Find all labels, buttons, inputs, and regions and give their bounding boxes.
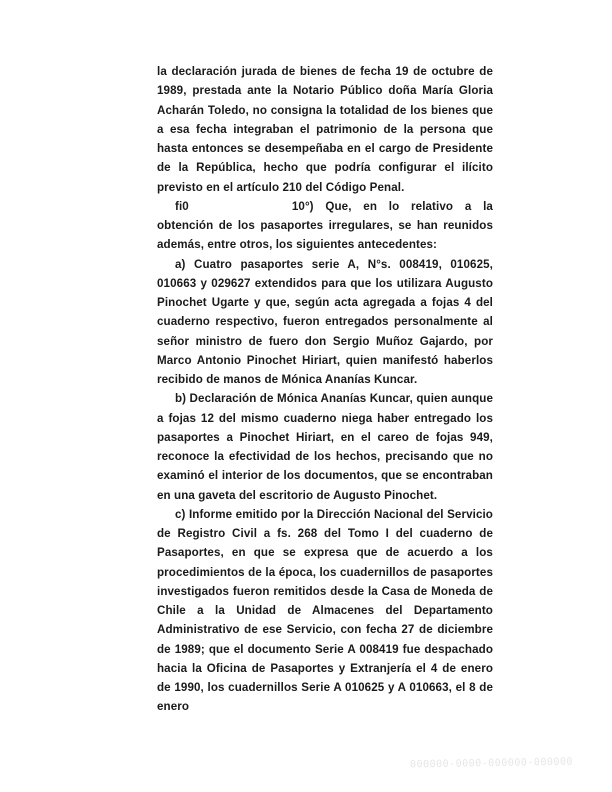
page-marker: fi0 [175,199,189,213]
paragraph-pasaportes-intro [157,197,493,255]
paragraph-item-c: c) Informe emitido por la Dirección Nacional del Servicio de Registro Civil a fs. 268 del Tomo I del cuaderno de Pasaportes, en que se expresa que de acuerdo a los procedimientos de la época, los cuadernillos de pasaportes investigados fueron remitidos desde la Casa de Moneda de Chile a la Unidad de Almacenes del Departamento Administrativo de ese Servicio, con fecha 27 de diciembre de 1989; que el documento Serie A 008419 fue despachado hacia la Oficina de Pasaportes y Extranjería el 4 de enero de 1990, los cuadernillos Serie A 010625 y A 010663, el 8 de enero [157,507,493,714]
paragraph-declaracion-jurada: la declaración jurada de bienes de fecha 19 de octubre de 1989, prestada ante la Notario Público doña María Gloria Acharán Toledo, no consigna la totalidad de los bienes que a esa fecha integraban el patrimonio de la persona que hasta entonces se desempeñaba en el cargo de Presidente de la República, hecho que podría configurar el ilícito previsto en el artículo 210 del Código Penal. [157,65,493,194]
document-body [157,62,493,717]
paragraph-item-a: a) Cuatro pasaportes serie A, N°s. 008419, 010625, 010663 y 029627 extendidos para que los utilizara Augusto Pinochet Ugarte y que, según acta agregada a fojas 4 del cuaderno respectivo, fueron entregados personalmente al señor ministro de fuero don Sergio Muñoz Gajardo, por Marco Antonio Pinochet Hiriart, quien manifestó haberlos recibido de manos de Mónica Ananías Kuncar. [157,257,493,386]
bleed-through-stamp: 000000-0000-000000-000000 [409,756,574,771]
paragraph-item-b: b) Declaración de Mónica Ananías Kuncar, quien aunque a fojas 12 del mismo cuaderno niega haber entregado los pasaportes a Pinochet Hiriart, en el careo de fojas 949, reconoce la efectividad de los hechos, precisando que no examinó el interior de los documentos, que se encontraban en una gaveta del escritorio de Augusto Pinochet. [157,392,493,502]
paragraph-pasaportes-intro-text: 10°) Que, en lo relativo a la obtención de los pasaportes irregulares, se han reunidos además, entre otros, los siguientes antecedentes: [157,199,493,252]
